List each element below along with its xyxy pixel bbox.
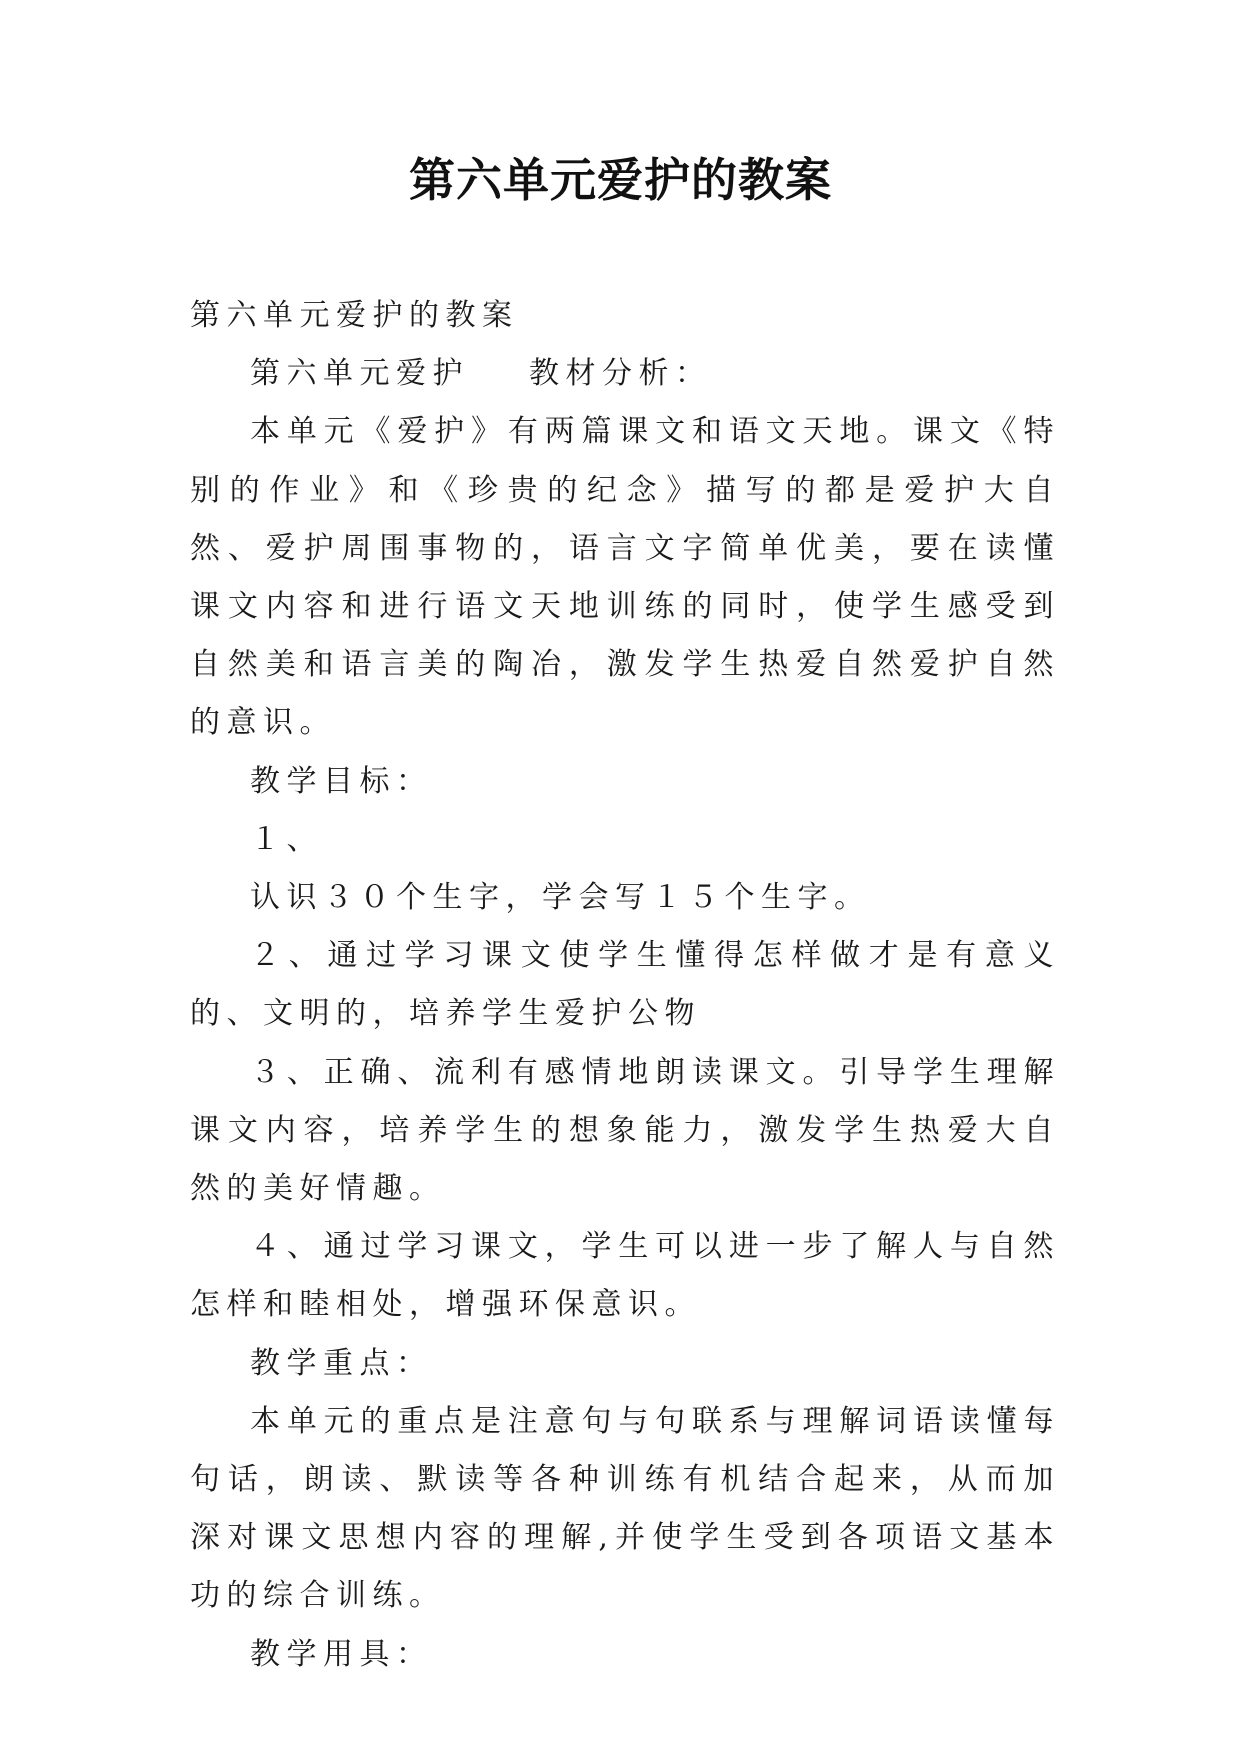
paragraph-goals-heading: 教学目标： [250, 763, 433, 799]
paragraph-goal-4: ４、通过学习课文，学生可以进一步了解人与自然怎样和睦相处，增强环保意识。 [190, 1229, 1060, 1323]
paragraph-goal-3: ３、正确、流利有感情地朗读课文。引导学生理解课文内容，培养学生的想象能力，激发学生热爱大自然的美好情趣。 [190, 1054, 1060, 1207]
document-title: 第六单元爱护的教案 [409, 153, 832, 207]
paragraph-focus-heading: 教学重点： [250, 1345, 433, 1381]
document-body [190, 287, 1060, 1684]
unit-name: 第六单元爱护 [250, 356, 469, 392]
paragraph-subtitle: 第六单元爱护的教案 [190, 298, 519, 333]
paragraph-goal-1: 认识３０个生字，学会写１５个生字。 [250, 880, 871, 916]
paragraph-goal-1-number: １、 [250, 821, 323, 857]
paragraph-analysis: 本单元《爱护》有两篇课文和语文天地。课文《特别的作业》和《珍贵的纪念》描写的都是爱护大自然、爱护周围事物的，语言文字简单优美，要在读懂课文内容和进行语文天地训练的同时，使学生感受到自然美和语言美的陶冶，激发学生热爱自然爱护自然的意识。 [190, 414, 1060, 741]
paragraph-goal-2: ２、通过学习课文使学生懂得怎样做才是有意义的、文明的，培养学生爱护公物 [190, 938, 1060, 1032]
paragraph-tools-heading: 教学用具： [250, 1636, 433, 1672]
analysis-label: 教材分析： [529, 356, 712, 392]
paragraph-focus: 本单元的重点是注意句与句联系与理解词语读懂每句话，朗读、默读等各种训练有机结合起来，从而加深对课文思想内容的理解,并使学生受到各项语文基本功的综合训练。 [190, 1403, 1060, 1614]
paragraph-unit-heading [190, 345, 1060, 403]
